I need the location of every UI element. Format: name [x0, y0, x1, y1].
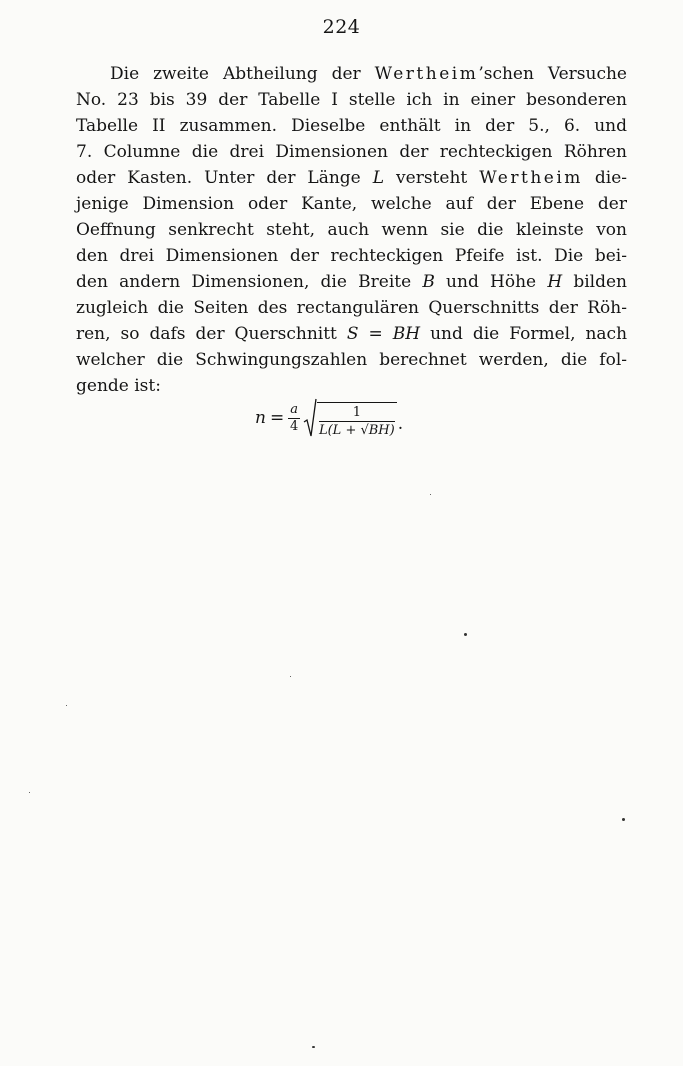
text-line [76, 217, 627, 243]
radicand [317, 402, 397, 438]
text-segment: bilden [562, 272, 628, 292]
text-line [76, 321, 627, 347]
formula-fraction [288, 403, 300, 434]
scan-speck [430, 494, 431, 495]
scan-speck [464, 633, 467, 636]
scan-speck [66, 705, 67, 706]
text-segment: ’schen Versuche [478, 64, 627, 84]
text-line [76, 243, 627, 269]
text-segment: oder Kasten. Unter der Länge [76, 168, 373, 188]
fraction-denominator: 4 [289, 418, 299, 434]
formula-lhs: n [255, 408, 266, 428]
text-line [76, 87, 627, 113]
text-line [76, 295, 627, 321]
scan-speck [290, 676, 291, 677]
vibration-formula [255, 394, 403, 442]
radical-sign-icon [303, 398, 317, 438]
body-paragraph [76, 61, 627, 399]
math-variable: S [346, 324, 359, 344]
text-line [76, 165, 627, 191]
text-segment: jenige Dimension oder Kante, welche auf der Ebene der [76, 194, 627, 214]
text-segment: welcher die Schwingungszahlen berechnet werden, die fol- [76, 350, 627, 370]
text-line [76, 113, 627, 139]
text-line [76, 61, 627, 87]
text-segment: den drei Dimensionen der rechteckigen Pfeife ist. Die bei- [76, 246, 627, 266]
text-line [76, 269, 627, 295]
scan-speck [622, 818, 625, 821]
text-line [76, 347, 627, 373]
text-line [76, 139, 627, 165]
formula-equals: = [269, 408, 285, 428]
math-variable: B [422, 272, 435, 292]
text-segment: versteht [384, 168, 480, 188]
text-segment: gende ist: [76, 376, 161, 396]
text-segment: Die zweite Abtheilung der [110, 64, 375, 84]
author-name: Wertheim [374, 64, 479, 84]
text-segment: den andern Dimensionen, die Breite [76, 272, 423, 292]
text-segment: Oeffnung senkrecht steht, auch wenn sie die kleinste von [76, 220, 627, 240]
square-root [303, 398, 397, 438]
text-segment: 7. Columne die drei Dimensionen der rechteckigen Röhren [76, 142, 627, 162]
scan-speck [29, 792, 30, 793]
scan-speck [312, 1046, 315, 1048]
text-line [76, 191, 627, 217]
radicand-numerator: 1 [319, 405, 395, 422]
page-number: 224 [322, 16, 361, 38]
text-segment: Tabelle II zusammen. Dieselbe enthält in der 5., 6. und [76, 116, 627, 136]
math-variable: BH [392, 324, 421, 344]
text-segment: und Höhe [434, 272, 548, 292]
text-segment: und die Formel, nach [420, 324, 628, 344]
text-segment: zugleich die Seiten des rectangulären Querschnitts der Röh- [76, 298, 627, 318]
text-segment: No. 23 bis 39 der Tabelle I stelle ich in einer besonderen [76, 90, 627, 110]
text-segment: die- [582, 168, 628, 188]
radicand-denominator: L(L + √BH) [318, 423, 395, 438]
fraction-numerator: a [290, 401, 298, 417]
math-variable: L [372, 168, 385, 188]
author-name: Wertheim [479, 168, 583, 188]
text-segment: ren, so dafs der Querschnitt [76, 324, 347, 344]
math-variable: H [547, 272, 563, 292]
text-segment: = [358, 324, 393, 344]
formula-end-mark: . [397, 414, 404, 434]
